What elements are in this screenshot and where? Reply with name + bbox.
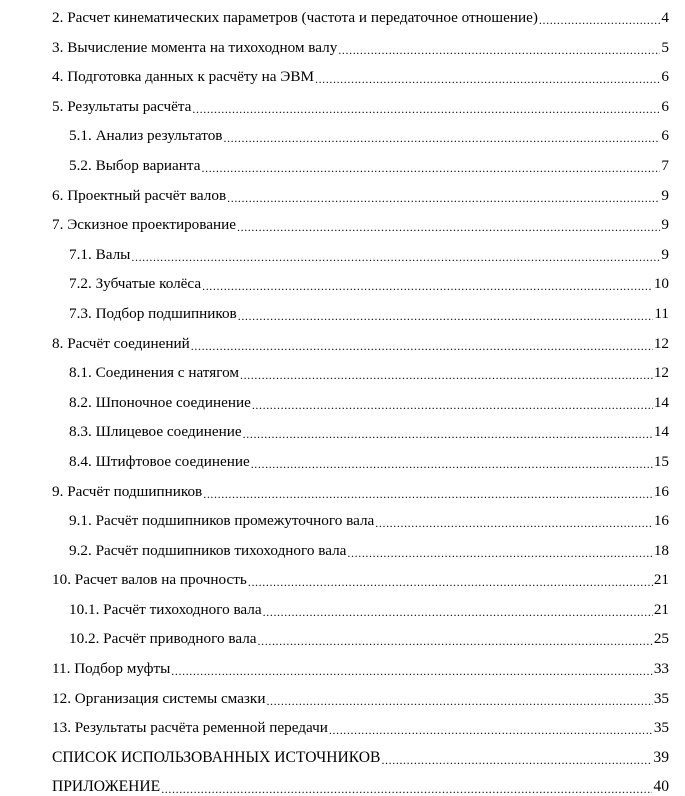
toc-dot-leader [338,39,660,56]
toc-dot-leader [375,512,653,529]
toc-page-number: 9 [661,186,669,204]
toc-entry[interactable] [52,440,669,470]
toc-dot-leader [381,749,652,766]
toc-dot-leader [131,246,660,263]
toc-page-number: 16 [653,482,669,500]
toc-entry-title: 11. Подбор муфты [52,660,171,678]
toc-entry[interactable] [52,352,669,382]
toc-entry-title: 7.2. Зубчатые колёса [69,275,202,293]
toc-entry[interactable] [52,470,669,500]
toc-dot-leader [539,9,661,26]
toc-entry-title: 2. Расчет кинематических параметров (частота и передаточное отношение) [52,9,538,26]
toc-entry[interactable] [52,647,669,677]
toc-page-number: 12 [653,364,669,382]
toc-page-number: 40 [653,778,669,796]
toc-page-number: 12 [653,334,669,352]
toc-page-number: 10 [653,275,669,293]
toc-entry[interactable] [52,736,669,766]
toc-entry[interactable] [52,618,669,648]
toc-entry[interactable] [52,263,669,293]
toc-entry-title: 13. Результаты расчёта ременной передачи [52,719,328,737]
toc-entry[interactable] [52,144,669,174]
toc-entry-title: СПИСОК ИСПОЛЬЗОВАННЫХ ИСТОЧНИКОВ [52,748,381,766]
toc-dot-leader [243,423,653,440]
toc-page-number: 18 [653,541,669,559]
toc-entry-title: 10.1. Расчёт тихоходного вала [69,600,262,618]
toc-entry-title: 7. Эскизное проектирование [52,216,236,234]
toc-dot-leader [266,690,652,707]
toc-entry[interactable] [52,381,669,411]
toc-page-number: 14 [653,393,669,411]
toc-page-number: 15 [653,452,669,470]
toc-entry-title: 5.2. Выбор варианта [69,156,201,174]
toc-entry-title: 8.3. Шлицевое соединение [69,423,242,441]
toc-page-number: 35 [653,719,669,737]
toc-dot-leader [263,601,653,618]
toc-entry[interactable] [52,56,669,86]
toc-entry[interactable] [52,322,669,352]
toc-dot-leader [202,275,653,292]
toc-entry-title: 12. Организация системы смазки [52,689,266,707]
toc-entry-title: 7.1. Валы [69,245,131,263]
toc-dot-leader [252,394,653,411]
toc-entry-title: ПРИЛОЖЕНИЕ [52,778,161,796]
toc-entry[interactable] [52,292,669,322]
toc-entry-title: 9.2. Расчёт подшипников тихоходного вала [69,541,347,559]
toc-page-number: 21 [653,600,669,618]
toc-dot-leader [248,571,653,588]
toc-dot-leader [240,364,653,381]
toc-dot-leader [227,187,660,204]
toc-entry[interactable] [52,233,669,263]
table-of-contents [52,0,669,795]
toc-page-number: 7 [661,156,669,174]
toc-entry[interactable] [52,766,669,796]
toc-page-number: 5 [661,38,669,56]
toc-dot-leader [251,453,653,470]
toc-dot-leader [202,157,661,174]
toc-page-number: 16 [653,512,669,530]
toc-entry[interactable] [52,174,669,204]
toc-entry[interactable] [52,204,669,234]
toc-page-number: 4 [661,9,669,26]
toc-entry[interactable] [52,115,669,145]
toc-entry-title: 8.4. Штифтовое соединение [69,452,250,470]
toc-dot-leader [203,483,653,500]
toc-entry-title: 8.1. Соединения с натягом [69,364,239,382]
toc-page-number: 6 [661,97,669,115]
toc-entry[interactable] [52,707,669,737]
toc-entry[interactable] [52,677,669,707]
toc-entry-title: 3. Вычисление момента на тихоходном валу [52,38,338,56]
toc-page-number: 9 [661,216,669,234]
toc-dot-leader [237,216,660,233]
toc-page-number: 11 [654,304,669,322]
toc-dot-leader [191,335,653,352]
toc-entry[interactable] [52,85,669,115]
toc-page-number: 35 [653,689,669,707]
toc-page-number: 25 [653,630,669,648]
toc-entry-title: 5.1. Анализ результатов [69,127,223,145]
toc-entry[interactable] [52,559,669,589]
toc-page-number: 33 [653,660,669,678]
toc-entry-title: 8. Расчёт соединений [52,334,190,352]
toc-dot-leader [171,660,653,677]
toc-page-number: 9 [661,245,669,263]
toc-page-number: 39 [653,748,669,766]
toc-entry-title: 4. Подготовка данных к расчёту на ЭВМ [52,68,314,86]
toc-entry[interactable] [52,0,669,26]
toc-page-number: 14 [653,423,669,441]
toc-entry-title: 9. Расчёт подшипников [52,482,203,500]
toc-dot-leader [315,68,660,85]
toc-entry-title: 10.2. Расчёт приводного вала [69,630,257,648]
toc-dot-leader [258,630,653,647]
toc-entry-title: 10. Расчет валов на прочность [52,571,247,589]
toc-page-number: 6 [661,68,669,86]
toc-entry[interactable] [52,529,669,559]
toc-page-number: 21 [653,571,669,589]
toc-entry[interactable] [52,500,669,530]
toc-page-number: 6 [661,127,669,145]
toc-entry[interactable] [52,588,669,618]
toc-entry[interactable] [52,411,669,441]
toc-entry[interactable] [52,26,669,56]
toc-dot-leader [223,127,660,144]
toc-entry-title: 9.1. Расчёт подшипников промежуточного вала [69,512,375,530]
toc-dot-leader [347,542,652,559]
toc-entry-title: 7.3. Подбор подшипников [69,304,237,322]
toc-entry-title: 6. Проектный расчёт валов [52,186,227,204]
toc-entry-title: 8.2. Шпоночное соединение [69,393,251,411]
toc-entry-title: 5. Результаты расчёта [52,97,192,115]
toc-dot-leader [192,98,660,115]
toc-dot-leader [161,778,652,795]
toc-dot-leader [329,719,653,736]
toc-dot-leader [238,305,654,322]
